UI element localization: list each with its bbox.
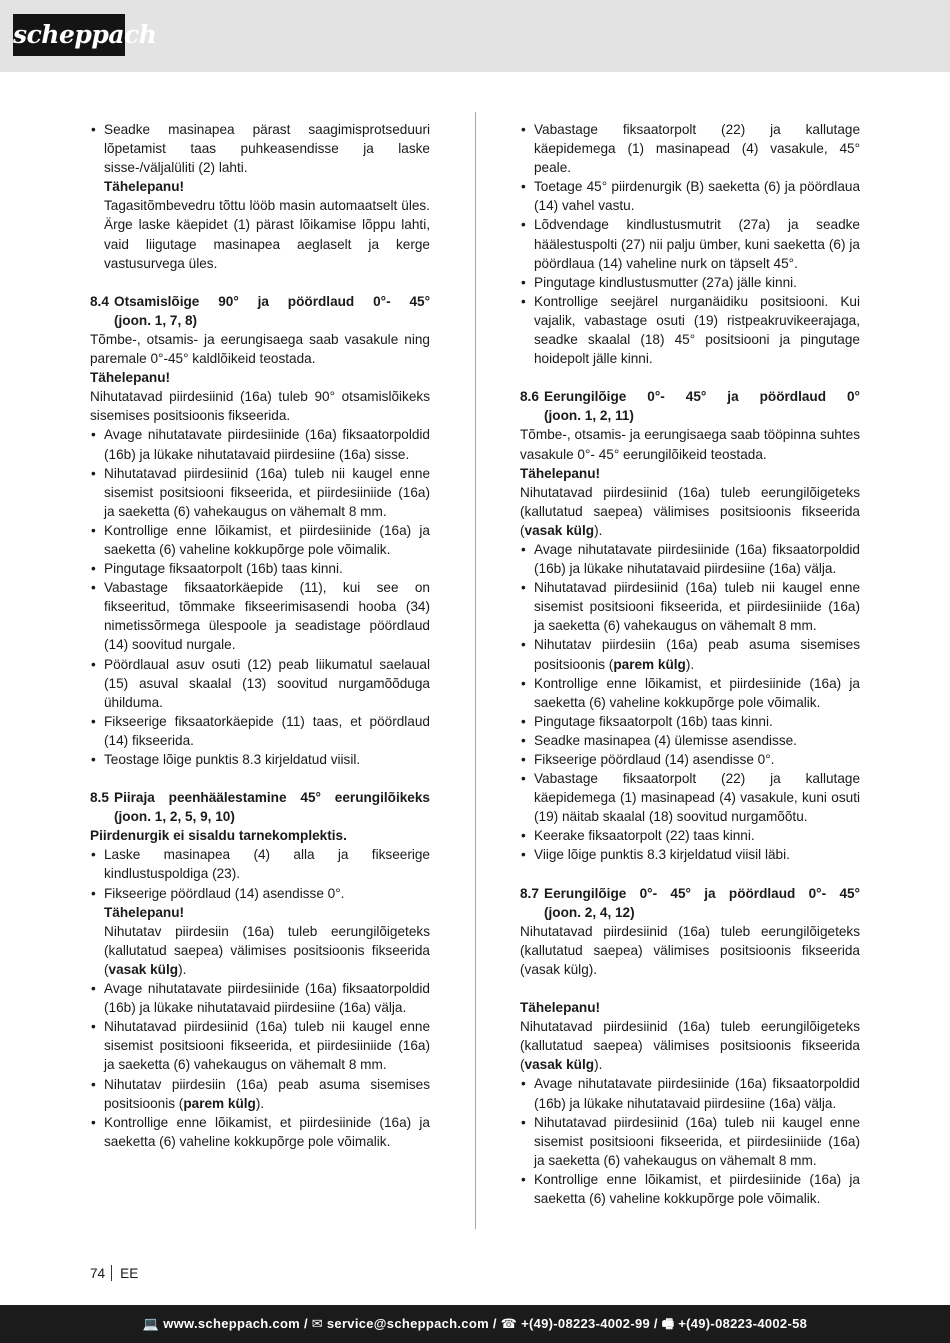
- list-item: • Seadke masinapea (4) ülemisse asendisse.: [520, 731, 860, 750]
- list-item: • Fikseerige pöördlaud (14) asendisse 0°.: [520, 750, 860, 769]
- list-item: • Fikseerige fiksaatorkäepide (11) taas, et pöördlaud (14) fikseerida.: [90, 712, 430, 750]
- section-number: 8.4: [90, 293, 109, 309]
- list-item: • Kontrollige enne lõikamist, et piirdesiinide (16a) ja saeketta (6) vaheline kokkupõrge pole võimalik.: [90, 521, 430, 559]
- list-item: • Nihutatavad piirdesiinid (16a) tuleb nii kaugel enne sisemist positsiooni fikseerida, et piirdesiiniide (16a) ja saeketta (6) vahekaugus on vähemalt 8 mm.: [520, 578, 860, 635]
- list-item: • Avage nihutatavate piirdesiinide (16a) fiksaatorpoldid (16b) ja lükake nihutatavaid piirdesiine (16a) sisse.: [90, 425, 430, 463]
- page-footer: [90, 1265, 138, 1281]
- paragraph: Tõmbe-, otsamis- ja eerungisaega saab tööpinna suhtes vasakule 0°- 45° eerungilõikeid teostada.: [520, 427, 860, 462]
- section-heading-8-7: [520, 884, 860, 922]
- section-title: Otsamislõige 90° ja pöördlaud 0°- 45°: [114, 293, 430, 309]
- list-item: • Pingutage fiksaatorpolt (16b) taas kinni.: [90, 559, 430, 578]
- section-heading-8-5: [90, 788, 430, 826]
- list-item: • Kontrollige enne lõikamist, et piirdesiinide (16a) ja saeketta (6) vaheline kokkupõrge pole võimalik.: [520, 674, 860, 712]
- note-label: Tähelepanu!: [104, 904, 185, 920]
- note-label: Tähelepanu!: [520, 465, 601, 481]
- list-item: • Lõdvendage kindlustusmutrit (27a) ja seadke häälestuspolti (27) nii palju ümber, kuni saeketta (6) ja pöördlaua (14) vaheline nurk on täpselt 45°.: [520, 215, 860, 272]
- note-text: Nihutatav piirdesiin (16a) tuleb eerungilõigeteks (kallutatud saepea) välimises positsioonis fikseerida (vasak külg).: [104, 923, 430, 977]
- note-text: Nihutatavad piirdesiinid (16a) tuleb 90° otsamislõikeks sisemises positsioonis fikseerida.: [90, 389, 430, 424]
- section-heading-8-4: [90, 292, 430, 330]
- section-figure-ref: (joon. 2, 4, 12): [544, 904, 635, 920]
- list-item: • Laske masinapea (4) alla ja fikseerige kindlustuspoldiga (23).: [90, 845, 430, 883]
- list-item: • Vabastage fiksaatorkäepide (11), kui see on fikseeritud, tõmmake fikseerimisasendi hooba (34) nimetissõrmega ülespoole ja seadistage pöördlaud (14) soovitud nurgale.: [90, 578, 430, 654]
- note-text: Nihutatavad piirdesiinid (16a) tuleb eerungilõigeteks (kallutatud saepea) välimises positsioonis fikseerida (vasak külg).: [520, 1019, 860, 1073]
- column-divider: [475, 112, 476, 1229]
- list-item: • Viige lõige punktis 8.3 kirjeldatud viisil läbi.: [520, 845, 860, 864]
- list-item: • Toetage 45° piirdenurgik (B) saeketta (6) ja pöördlaua (14) vahel vastu.: [520, 177, 860, 215]
- language-code: EE: [120, 1265, 139, 1281]
- section-heading-8-6: [520, 387, 860, 425]
- brand-logo: scheppach: [13, 14, 125, 56]
- section-number: 8.7: [520, 885, 539, 901]
- section-title: Eerungilõige 0°- 45° ja pöördlaud 0°: [544, 389, 860, 405]
- list-item: • Pöördlaual asuv osuti (12) peab liikumatul saelaual (15) asuval skaalal (13) soovitud nurgamõõduga ühilduma.: [90, 655, 430, 712]
- note-text: Tagasitõmbevedru tõttu lööb masin automaatselt üles. Ärge laske käepidet (1) pärast lõikamise lõppu lahti, vaid liigutage masinapea aeglaselt ja kerge vastusurvega üles.: [104, 198, 430, 271]
- note-text: Nihutatavad piirdesiinid (16a) tuleb eerungilõigeteks (kallutatud saepea) välimises positsioonis fikseerida (vasak külg).: [520, 484, 860, 538]
- note-label: Tähelepanu!: [90, 370, 171, 386]
- paragraph: Nihutatavad piirdesiinid (16a) tuleb eerungilõigeteks (kallutatud saepea) välimises positsioonis fikseerida (vasak külg).: [520, 923, 860, 977]
- section-figure-ref: (joon. 1, 7, 8): [114, 312, 198, 328]
- footer-separator: [111, 1265, 112, 1281]
- list-item: • Nihutatavad piirdesiinid (16a) tuleb nii kaugel enne sisemist positsiooni fikseerida, et piirdesiiniide (16a) ja saeketta (6) vahekaugus on vähemalt 8 mm.: [90, 464, 430, 521]
- section-title: Piiraja peenhäälestamine 45° eerungilõikeks: [114, 790, 430, 806]
- list-item: • Nihutatavad piirdesiinid (16a) tuleb nii kaugel enne sisemist positsiooni fikseerida, et piirdesiiniide (16a) ja saeketta (6) vahekaugus on vähemalt 8 mm.: [520, 1113, 860, 1170]
- paragraph: Tõmbe-, otsamis- ja eerungisaega saab vasakule ning paremale 0°-45° kaldlõikeid teostada.: [90, 331, 430, 367]
- section-subtitle: Piirdenurgik ei sisaldu tarnekomplektis.: [90, 828, 347, 844]
- section-number: 8.5: [90, 790, 109, 806]
- list-item: • Nihutatav piirdesiin (16a) peab asuma sisemises positsioonis (parem külg).: [520, 635, 860, 673]
- note-label: Tähelepanu!: [520, 1000, 601, 1016]
- list-item: • Nihutatav piirdesiin (16a) peab asuma sisemises positsioonis (parem külg).: [90, 1075, 430, 1113]
- list-item: • Avage nihutatavate piirdesiinide (16a) fiksaatorpoldid (16b) ja lükake nihutatavaid piirdesiine (16a) välja.: [90, 979, 430, 1017]
- page-number: 74: [90, 1265, 106, 1281]
- right-column: [520, 120, 860, 1208]
- list-item: • Vabastage fiksaatorpolt (22) ja kallutage käepidemega (1) masinapead (4) vasakule, 45° peale.: [520, 120, 860, 177]
- list-item: • Avage nihutatavate piirdesiinide (16a) fiksaatorpoldid (16b) ja lükake nihutatavaid piirdesiine (16a) välja.: [520, 540, 860, 578]
- section-figure-ref: (joon. 1, 2, 11): [544, 408, 634, 424]
- list-item: • Avage nihutatavate piirdesiinide (16a) fiksaatorpoldid (16b) ja lükake nihutatavaid piirdesiine (16a) välja.: [520, 1074, 860, 1112]
- list-item: • Pingutage fiksaatorpolt (16b) taas kinni.: [520, 712, 860, 731]
- list-item: • Kontrollige enne lõikamist, et piirdesiinide (16a) ja saeketta (6) vaheline kokkupõrge pole võimalik.: [520, 1170, 860, 1208]
- list-item: • Keerake fiksaatorpolt (22) taas kinni.: [520, 826, 860, 845]
- section-title: Eerungilõige 0°- 45° ja pöördlaud 0°- 45°: [544, 885, 860, 901]
- list-item: • Kontrollige enne lõikamist, et piirdesiinide (16a) ja saeketta (6) vaheline kokkupõrge pole võimalik.: [90, 1113, 430, 1151]
- list-item: • Nihutatavad piirdesiinid (16a) tuleb nii kaugel enne sisemist positsiooni fikseerida, et piirdesiiniide (16a) ja saeketta (6) vahekaugus on vähemalt 8 mm.: [90, 1017, 430, 1074]
- list-item: • Seadke masinapea pärast saagimisprotseduuri lõpetamist taas puhkeasendisse ja laske sisse-/väljalüliti (2) lahti.: [90, 120, 430, 177]
- list-item: • Fikseerige pöördlaud (14) asendisse 0°.: [90, 884, 430, 903]
- left-column: [90, 120, 430, 1151]
- contact-bar: [0, 1305, 950, 1343]
- list-item: • Kontrollige seejärel nurganäidiku positsiooni. Kui vajalik, vabastage osuti (19) ristpeakruvikeerajaga, seadke skaalal (18) 45° positsiooni ja pingutage hoidepolt jälle kinni.: [520, 292, 860, 368]
- list-item: • Teostage lõige punktis 8.3 kirjeldatud viisil.: [90, 750, 430, 769]
- note-label: Tähelepanu!: [104, 179, 185, 195]
- contact-info: 💻 www.scheppach.com / ✉ service@scheppach.com / ☎ +(49)-08223-4002-99 / 🖷 +(49)-08223-4002-58: [142, 1316, 808, 1331]
- list-item: • Vabastage fiksaatorpolt (22) ja kallutage käepidemega (1) masinapead (4) vasakule, kuni osuti (19) näitab skaalal (18) soovitud nurgamõõtu.: [520, 769, 860, 826]
- list-item: • Pingutage kindlustusmutter (27a) jälle kinni.: [520, 273, 860, 292]
- section-number: 8.6: [520, 389, 539, 405]
- header-bar: [0, 0, 950, 72]
- section-figure-ref: (joon. 1, 2, 5, 9, 10): [114, 809, 235, 825]
